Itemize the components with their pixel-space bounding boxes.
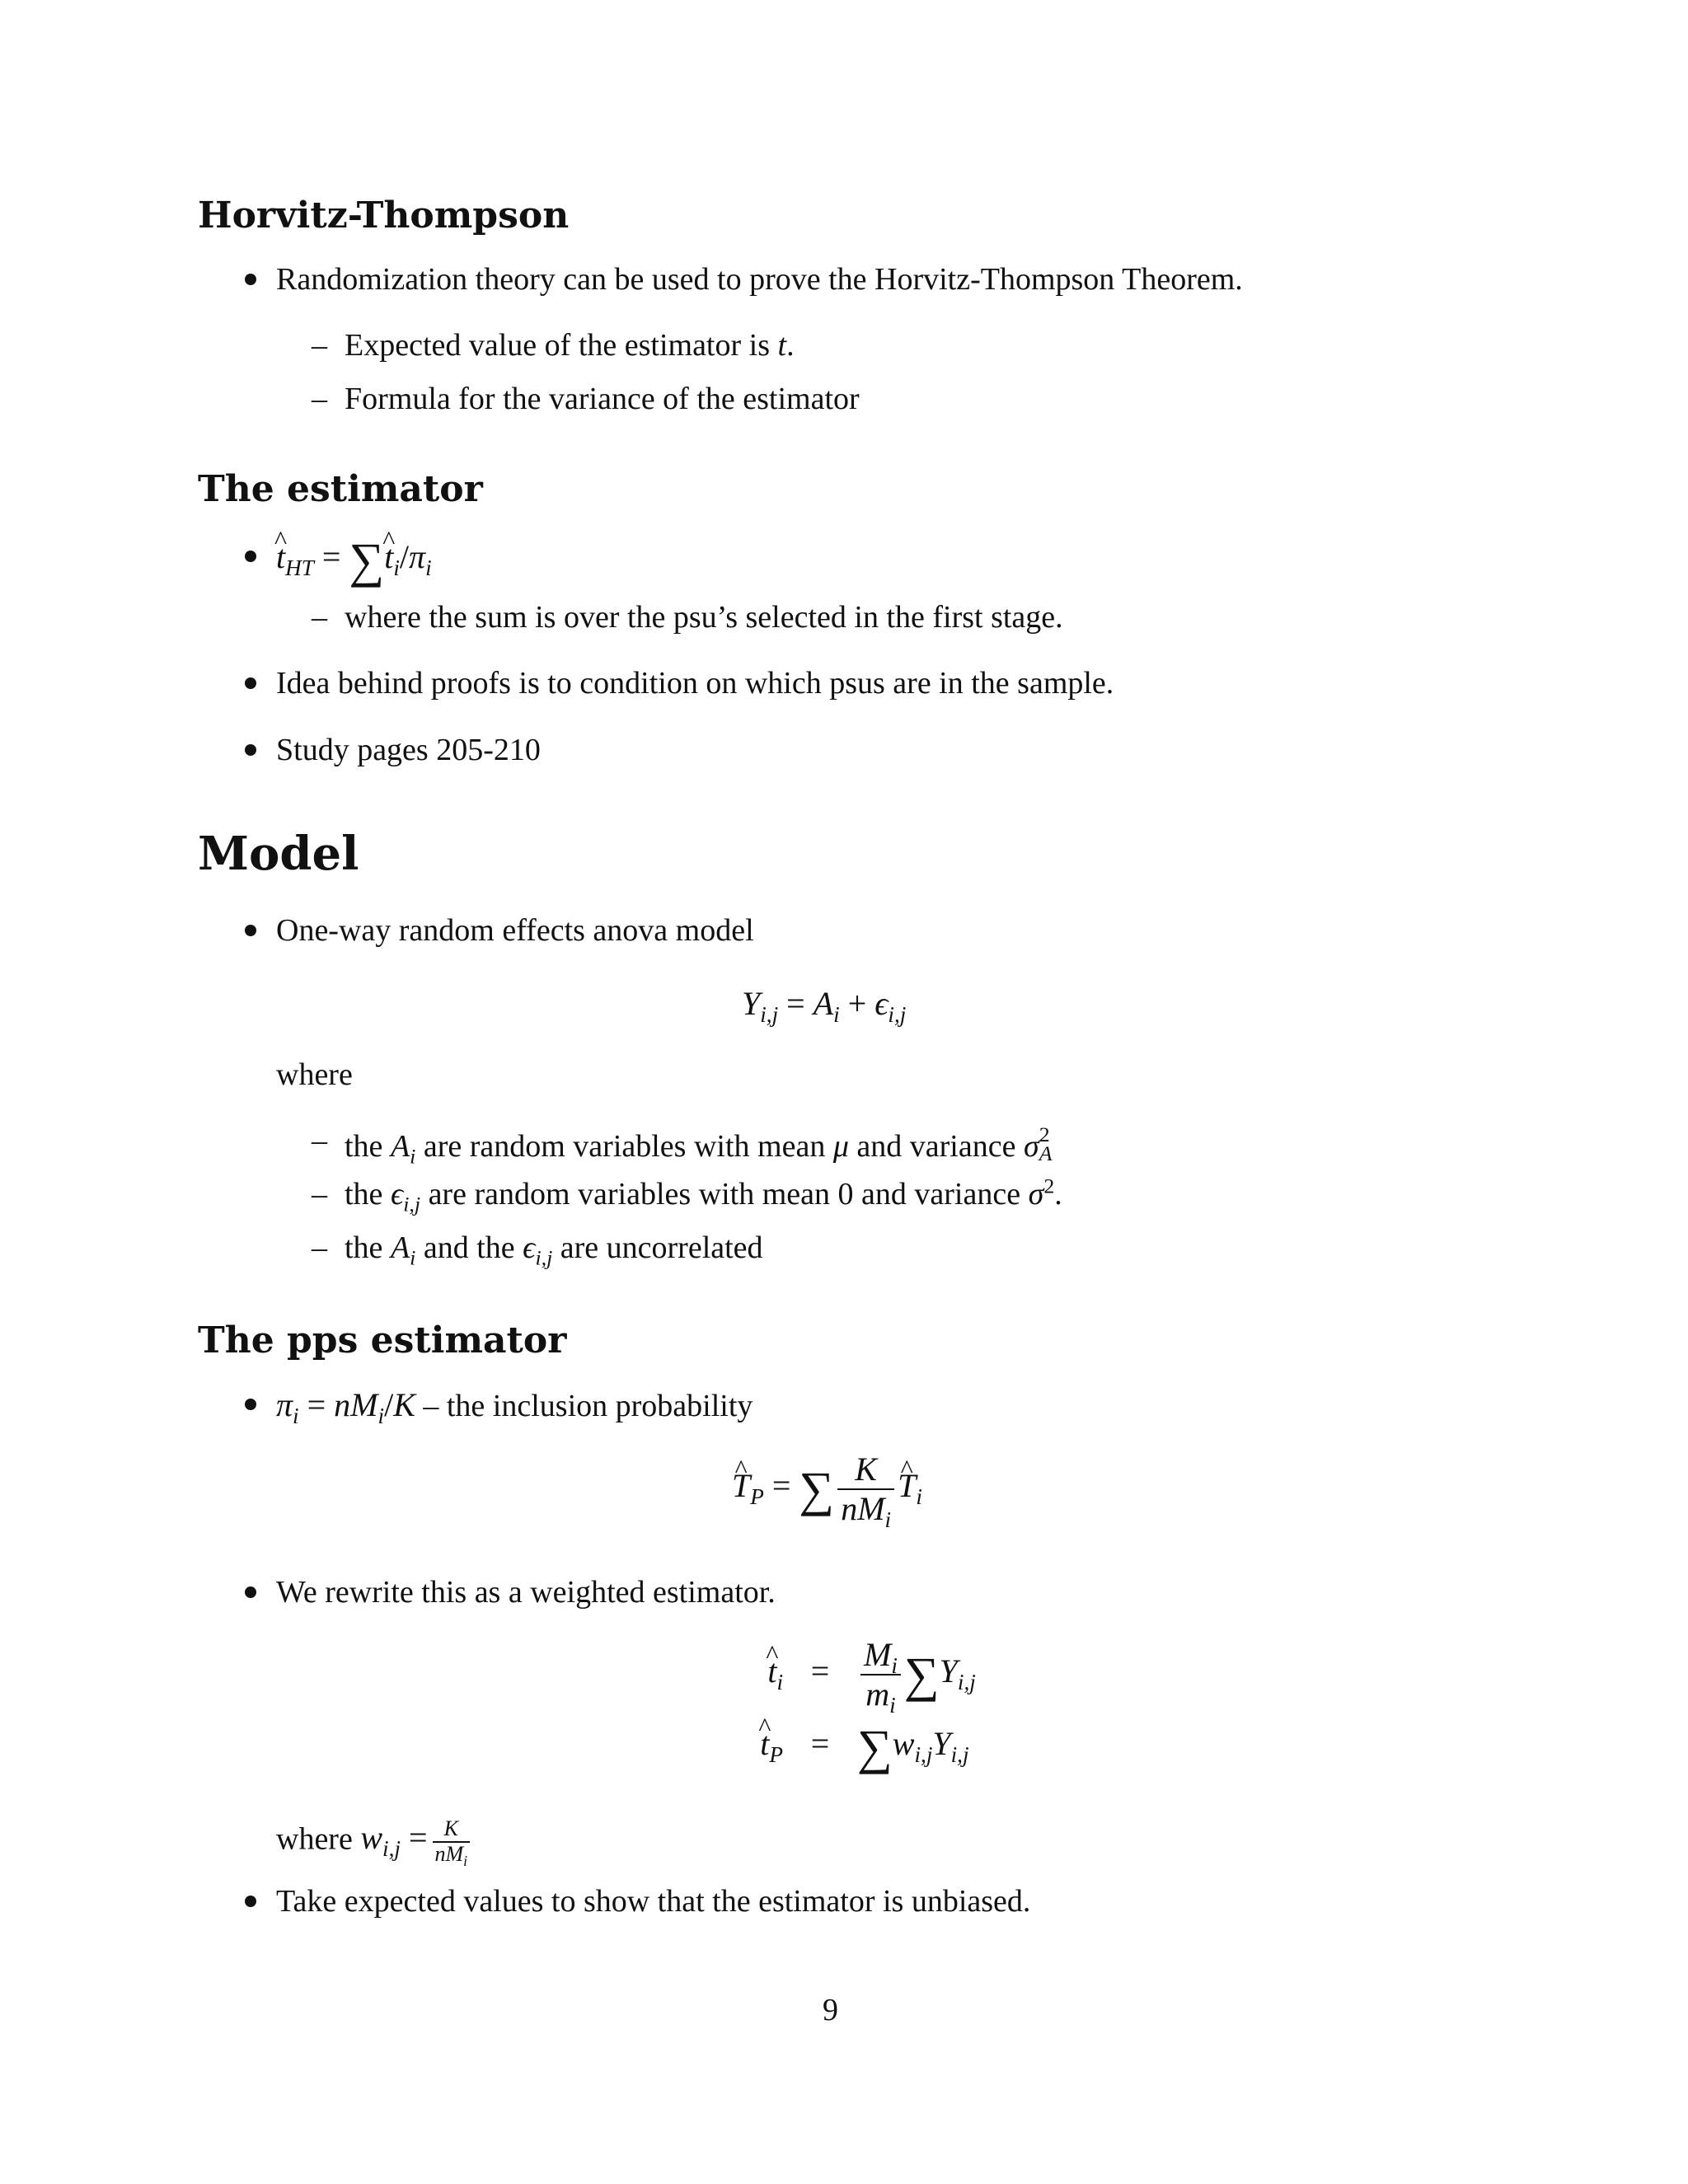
bullet-weighted-estimator: We rewrite this as a weighted estimator. [276,1575,776,1610]
heading-the-estimator: The estimator [198,468,483,510]
text-segment: . [1054,1177,1062,1212]
bullet-randomization: Randomization theory can be used to prove the Horvitz-Thompson Theorem. [276,262,1243,297]
formula-model-equation: $Y_{i,j} = A_i + \epsilon_{i,j}$ [742,985,907,1027]
dash-marker: – [312,1177,327,1212]
text-segment: and variance [848,1129,1024,1165]
text-segment: the [345,1230,391,1265]
sub-ai-random-variables: the $A_i$ are random variables with mean μ and variance σ 2 A [345,1122,1053,1169]
formula-t-p-pps: ^ $T_P$ = ∑ $\frac{K}{nM_i}$ ^ $T_i$ [732,1451,922,1528]
heading-model: Model [198,827,359,881]
bullet-marker [245,1399,256,1410]
var-t: t [777,328,787,363]
dash-marker: – [312,1230,327,1265]
sub-formula-variance: Formula for the variance of the estimator [345,382,860,416]
formula-t-ht: ^ $t_{HT}$ = ∑^ $t_i/\pi_i$ [276,536,432,585]
period: . [786,328,795,363]
text-segment: are random variables with mean 0 and variance [420,1177,1029,1212]
bullet-one-way-anova: One-way random effects anova model [276,913,754,948]
text-segment: – the inclusion probability [415,1389,753,1423]
text-segment: the [345,1129,391,1165]
bullet-marker [245,677,256,689]
formula-t-i: ^ $t_i$ = $\frac{M_i}{m_i}$ $\sum Y_{i,j}$ [742,1636,976,1713]
text-segment: are uncorrelated [552,1230,763,1265]
bullet-marker [245,1896,256,1907]
text-segment: the [345,1177,391,1212]
bullet-marker [245,925,256,936]
sub-expected-value-text: Expected value of the estimator is [345,328,778,363]
bullet-inclusion-probability: $\pi_i = nM_i/K$ – the inclusion probability [276,1386,753,1428]
bullet-marker [245,274,256,285]
text-segment: and the [415,1230,523,1265]
sub-expected-value [345,330,795,361]
dash-marker: – [312,1123,327,1158]
heading-horvitz-thompson: Horvitz-Thompson [198,194,570,237]
bullet-marker [245,1586,256,1598]
dash-marker: – [312,382,327,416]
text-segment: are random variables with mean [415,1129,833,1165]
where-weight-definition: where $w_{i,j}$ = $\frac{K}{nM_i}$ [276,1817,470,1866]
dash-marker: – [312,328,327,363]
bullet-marker [245,744,256,756]
page-number: 9 [823,1993,838,2027]
sub-where-sum: where the sum is over the psu’s selected in the first stage. [345,600,1063,635]
formula-t-p-weighted: ^ $t_P = \sum w_{i,j}Y_{i,j}$ [742,1722,969,1772]
sub-epsilon-random-variables: the $\epsilon_{i,j}$ are random variables with mean 0 and variance $\sigma^2$. [345,1174,1062,1216]
bullet-idea-behind-proofs: Idea behind proofs is to condition on which psus are in the sample. [276,666,1114,701]
bullet-marker [245,551,256,562]
bullet-study-pages: Study pages 205-210 [276,733,541,767]
sub-uncorrelated: the $A_i$ and the $\epsilon_{i,j}$ are uncorrelated [345,1230,763,1270]
heading-pps-estimator: The pps estimator [198,1319,567,1361]
text-segment: where [276,1821,361,1857]
dash-marker: – [312,600,327,635]
where-label: where [276,1057,353,1092]
bullet-expected-values: Take expected values to show that the estimator is unbiased. [276,1884,1031,1919]
